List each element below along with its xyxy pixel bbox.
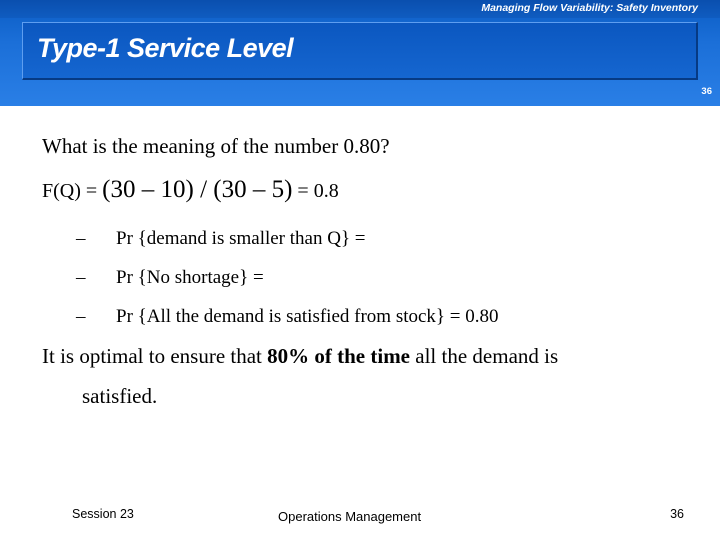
bullet-text: Pr {demand is smaller than Q} = [116,228,366,249]
conclusion-text-after: all the demand is [410,344,559,368]
bullet-text: Pr {All the demand is satisfied from stock} = 0.80 [116,306,499,327]
bullet-marker: – [76,306,86,327]
footer-session: Session 23 [72,507,134,521]
conclusion-line-2: satisfied. [82,384,158,408]
formula-expression: (30 – 10) / (30 – 5) [102,176,293,203]
formula-rhs: = 0.8 [292,180,339,202]
formula-lhs: F(Q) = [42,180,103,202]
footer-course: Operations Management [278,509,422,524]
header-page-number: 36 [701,86,712,97]
conclusion-line-1 [42,344,558,369]
question-text: What is the meaning of the number 0.80? [42,134,390,158]
conclusion-bold-text: 80% of the time [267,344,411,368]
header-subtitle: Managing Flow Variability: Safety Inventory [481,2,698,14]
title-box [22,22,698,80]
bullet-marker: – [76,228,86,249]
conclusion-text-before: It is optimal to ensure that [42,344,268,368]
bullet-text: Pr {No shortage} = [116,267,264,288]
footer-page-number: 36 [670,507,684,521]
page-title: Type-1 Service Level [37,33,294,63]
slide-header [0,0,720,106]
bullet-marker: – [76,267,86,288]
formula-line [42,176,339,204]
